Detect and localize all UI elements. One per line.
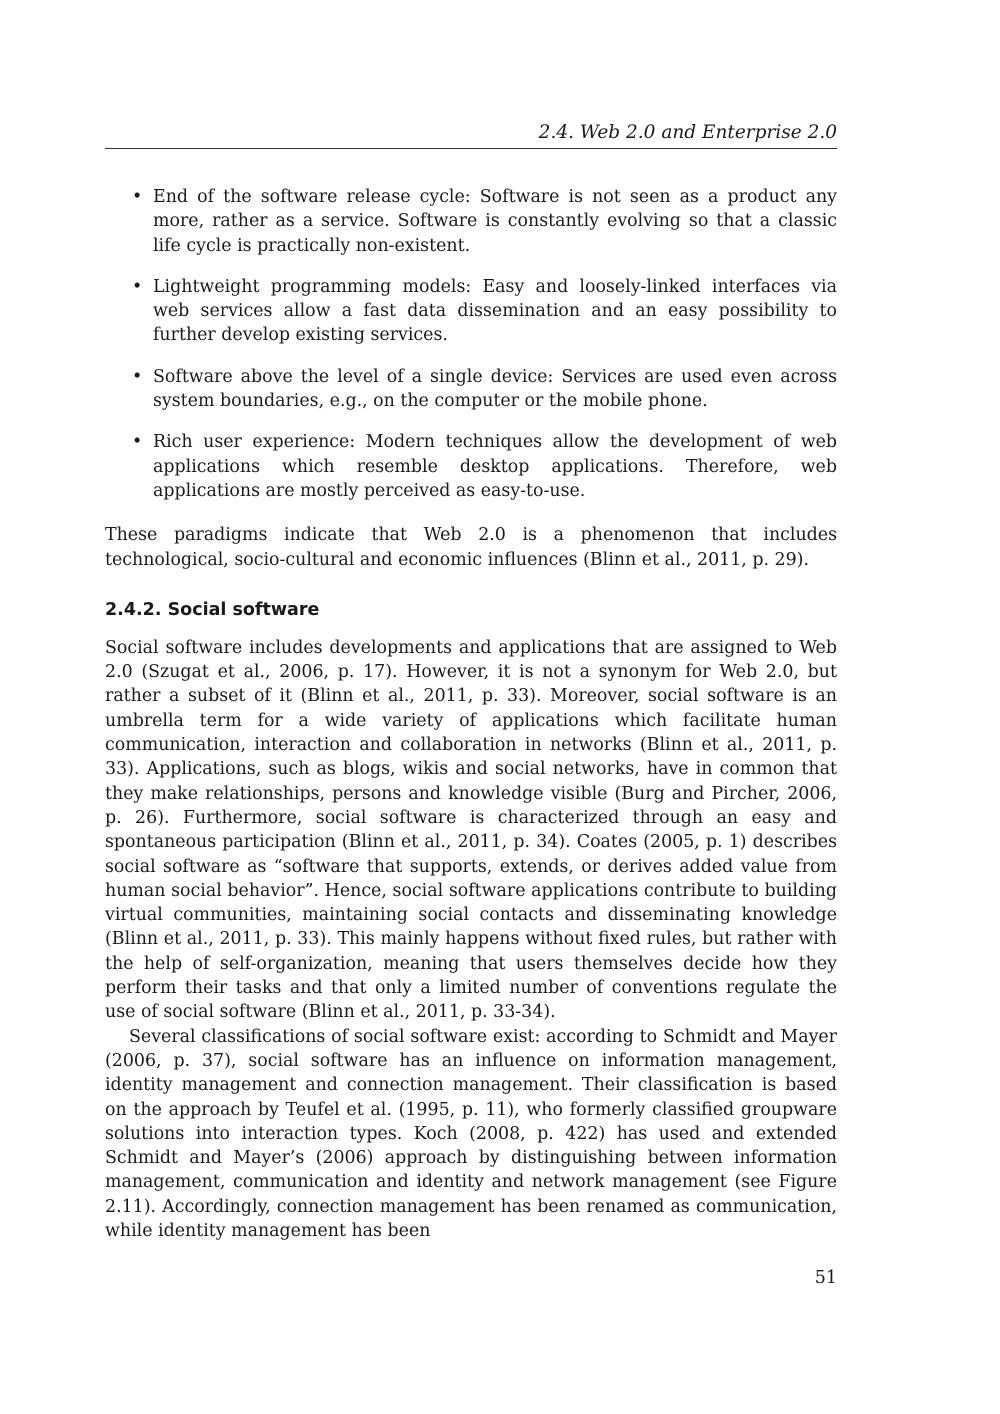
list-item-text: Software above the level of a single device: Services are used even across system boundaries, e.g., on the computer or the mobile phone. (153, 366, 837, 412)
page-content (105, 185, 837, 1243)
list-item-text: Lightweight programming models: Easy and loosely-linked interfaces via web services allow a fast data dissemination and an easy possibility to further develop existing services. (153, 276, 837, 346)
body-paragraph: Several classifications of social software exist: according to Schmidt and Mayer (2006, p. 37), social software has an influence on information management, identity management and connection management. Their classification is based on the approach by Teufel et al. (1995, p. 11), who formerly classified groupware solutions into interaction types. Koch (2008, p. 422) has used and extended Schmidt and Mayer’s (2006) approach by distinguishing between information management, communication and identity and network management (see Figure 2.11). Accordingly, connection management has been renamed as communication, while identity management has been (105, 1026, 837, 1241)
bullet-icon: • (132, 432, 143, 453)
list-item-text: End of the software release cycle: Software is not seen as a product any more, rather as a service. Software is constantly evolving so that a classic life cycle is practically non-existent. (153, 187, 837, 256)
section-heading: 2.4.2. Social software (105, 599, 320, 620)
list-item-text: Rich user experience: Modern techniques allow the development of web applications which resemble desktop applications. Therefore, web applications are mostly perceived as easy-to-use. (153, 432, 837, 501)
bullet-icon: • (132, 366, 143, 387)
document-page (105, 0, 837, 1414)
list-item (105, 365, 837, 414)
page-number: 51 (814, 1268, 837, 1288)
body-paragraph: Social software includes developments and applications that are assigned to Web 2.0 (Szugat et al., 2006, p. 17). However, it is not a synonym for Web 2.0, but rather a subset of it (Blinn et al., 2011, p. 33). Moreover, social software is an umbrella term for a wide variety of applications which facilitate human communication, interaction and collaboration in networks (Blinn et al., 2011, p. 33). Applications, such as blogs, wikis and social networks, have in common that they make relationships, persons and knowledge visible (Burg and Pircher, 2006, p. 26). Furthermore, social software is characterized through an easy and spontaneous participation (Blinn et al., 2011, p. 34). Coates (2005, p. 1) describes social software as “software that supports, extends, or derives added value from human social behavior”. Hence, social software applications contribute to building virtual communities, maintaining social contacts and disseminating knowledge (Blinn et al., 2011, p. 33). This mainly happens without fixed rules, but rather with the help of self-organization, meaning that users themselves decide how they perform their tasks and that only a limited number of conventions regulate the use of social software (Blinn et al., 2011, p. 33-34). (105, 637, 837, 1023)
intro-paragraph: These paradigms indicate that Web 2.0 is a phenomenon that includes technological, socio-cultural and economic influences (Blinn et al., 2011, p. 29). (105, 525, 837, 570)
bullet-icon: • (132, 187, 143, 207)
list-item (105, 185, 837, 258)
list-item (105, 430, 837, 503)
header-rule (105, 148, 837, 149)
running-header: 2.4. Web 2.0 and Enterprise 2.0 (538, 122, 837, 143)
bullet-icon: • (132, 276, 143, 297)
list-item (105, 275, 837, 348)
bullet-list (105, 185, 837, 503)
